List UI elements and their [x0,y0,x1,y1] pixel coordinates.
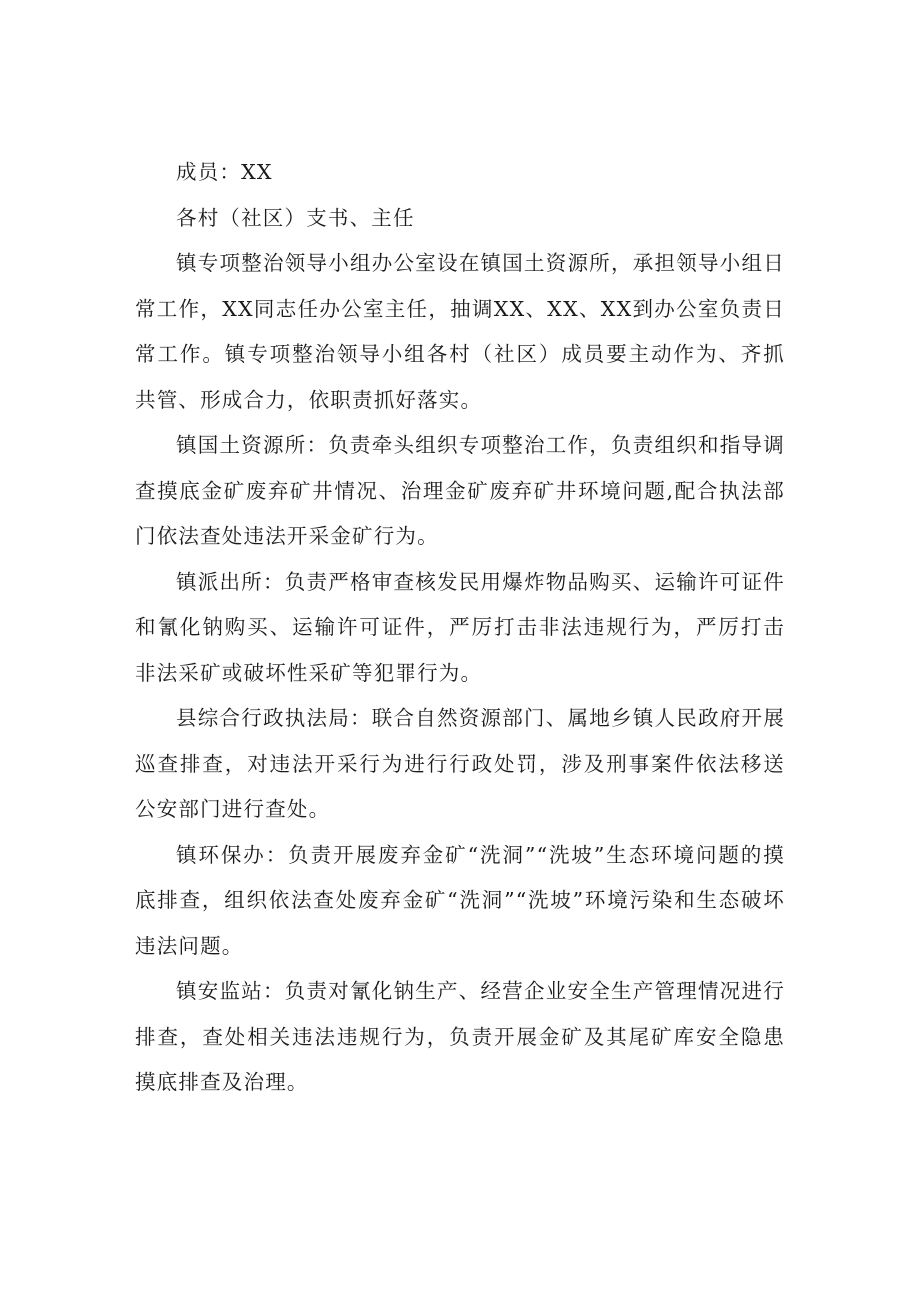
members-line: 成员：XX [176,160,273,184]
village-leaders-line: 各村（社区）支书、主任 [176,205,415,230]
environmental-office-paragraph: 镇环保办：负责开展废弃金矿“洗洞”“洗坡”生态环境问题的摸底排查，组织依法查处废弃金矿“洗洞”“洗坡”环境污染和生态破坏违法问题。 [135,842,785,958]
document-body [135,150,785,1106]
police-station-paragraph: 镇派出所：负责严格审查核发民用爆炸物品购买、运输许可证件和氰化钠购买、运输许可证件，严厉打击非法违规行为，严厉打击非法采矿或破坏性采矿等犯罪行为。 [135,569,785,685]
land-resources-paragraph: 镇国土资源所：负责牵头组织专项整治工作，负责组织和指导调查摸底金矿废弃矿井情况、治理金矿废弃矿井环境问题,配合执法部门依法查处违法开采金矿行为。 [135,433,785,548]
office-paragraph: 镇专项整治领导小组办公室设在镇国土资源所，承担领导小组日常工作，XX同志任办公室主任，抽调XX、XX、XX到办公室负责日常工作。镇专项整治领导小组各村（社区）成员要主动作为、齐抓共管、形成合力，依职责抓好落实。 [135,251,785,412]
safety-station-paragraph: 镇安监站：负责对氰化钠生产、经营企业安全生产管理情况进行排查，查处相关违法违规行为，负责开展金矿及其尾矿库安全隐患摸底排查及治理。 [135,979,785,1094]
law-enforcement-paragraph: 县综合行政执法局：联合自然资源部门、属地乡镇人民政府开展巡查排查，对违法开采行为进行行政处罚，涉及刑事案件依法移送公安部门进行查处。 [135,706,785,821]
